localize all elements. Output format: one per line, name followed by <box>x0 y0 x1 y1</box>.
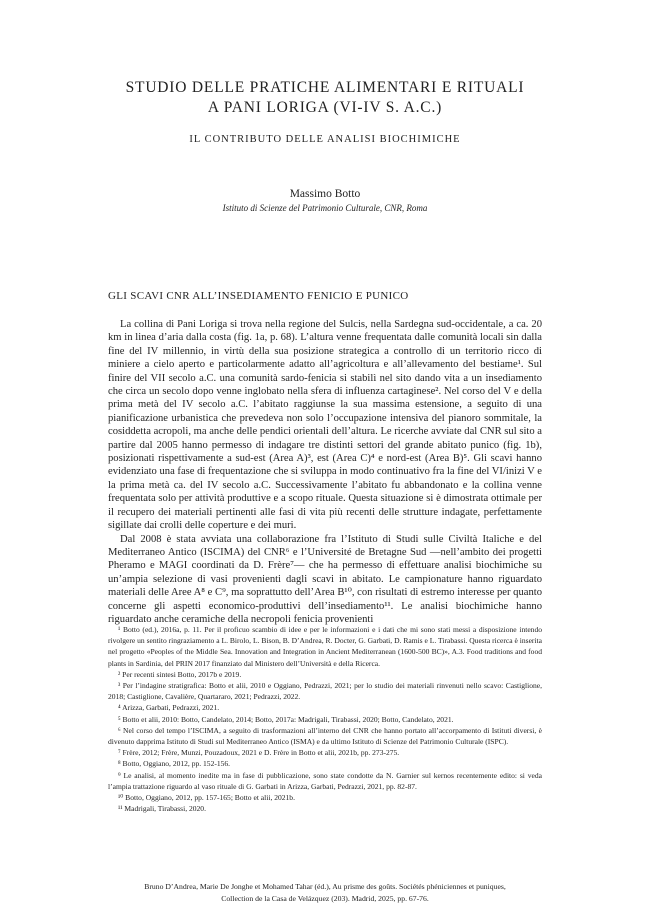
footnote: ⁸ Botto, Oggiano, 2012, pp. 152-156. <box>118 759 231 769</box>
footer-line-2: Collection de la Casa de Velázquez (203). Madrid, 2025, pp. 67-76. <box>221 893 429 903</box>
author-block <box>0 186 650 215</box>
page-footer <box>108 881 542 904</box>
footnotes <box>108 624 542 814</box>
footnote: ⁵ Botto et alii, 2010: Botto, Candelato, 2014; Botto, 2017a: Madrigali, Tirabassi, 2020; Botto, Candelato, 2021. <box>118 714 454 724</box>
body-paragraph-1: La collina di Pani Loriga si trova nella regione del Sulcis, nella Sardegna sud-occidentale, a ca. 20 km in linea d’aria dalla costa (fig. 1a, p. 68). L’altura venne frequentata dalle comunità locali sin dalla fine del IV millennio, in virtù della sua posizione strategica a controllo di un territorio ricco di miniere a cielo aperto e particolarmente adatto all’agricoltura e all’allevamento del bestiame¹. Sul finire del VII secolo a.C. una comunità sardo-fenicia si stabilì nel sito dando vita a un insediamento che circa un secolo dopo venne inglobato nella sfera di influenza cartaginese². Nel corso del V e della prima metà del IV secolo a.C. l’abitato raggiunse la sua massima estensione, a seguito di una pianificazione urbanistica che prevedeva non solo l’occupazione intensiva del pianoro sommitale, la cosiddetta acropoli, ma anche delle pendici orientali dell’altura. Le ricerche avviate dal CNR sul sito a partire dal 2005 hanno permesso di indagare tre distinti settori del grande abitato punico (fig. 1b), posizionati rispettivamente a sud-est (Area A)³, est (Area C)⁴ e nord-est (Area B)⁵. Gli scavi hanno evidenziato una fase di frequentazione che si sviluppa in modo continuativo fra la fine del VI/inizi V e la prima metà ca. del IV secolo a.C. Successivamente l’abitato fu abbandonato e la collina venne frequentata solo per attività produttive e a scopo rituale. Questa situazione si è dimostrata ottimale per il recupero dei materiali pertinenti alle fasi di vita più recenti delle strutture indagate, perfettamente sigillate dai crolli delle coperture e dei muri. <box>108 319 542 532</box>
author-affiliation: Istituto di Scienze del Patrimonio Culturale, CNR, Roma <box>222 203 428 213</box>
footnote: ⁶ Nel corso del tempo l’ISCIMA, a seguito di trasformazioni all’interno del CNR che hanno portato all’accorpamento di Istituti diversi, è divenuto dapprima Istituto di Studi sul Mediterraneo Antico (ISMA) e da ultimo Istituto di Scienze del Patrimonio Culturale (ISPC). <box>108 725 542 747</box>
body-text <box>108 318 542 626</box>
footnote: ⁷ Frère, 2012; Frère, Munzi, Pouzadoux, 2021 e D. Frère in Botto et alii, 2021b, pp. 273-275. <box>118 748 400 758</box>
title-block <box>0 78 650 145</box>
footnote: ⁴ Arizza, Garbati, Pedrazzi, 2021. <box>118 703 220 713</box>
author-name: Massimo Botto <box>289 188 361 200</box>
body-paragraph-2: Dal 2008 è stata avviata una collaborazione fra l’Istituto di Studi sulle Civiltà Italiche e del Mediterraneo Antico (ISCIMA) del CNR⁶ e l’Université de Bretagne Sud —nell’ambito dei progetti Pheramo e MAGI coordinati da D. Frère⁷— che ha permesso di effettuare analisi biochimiche su un’ampia selezione di vasi provenienti dagli scavi in abitato. Le campionature hanno riguardato materiali delle Aree A⁸ e C⁹, ma soprattutto dell’Area B¹⁰, con risultati di estremo interesse per quanto concerne gli aspetti economico-produttivi dell’insediamento¹¹. Le analisi biochimiche hanno riguardato anche ceramiche della necropoli fenicia provenienti <box>108 533 542 625</box>
footnote: ³ Per l’indagine stratigrafica: Botto et alii, 2010 e Oggiano, Pedrazzi, 2021; per lo studio dei materiali rinvenuti nello scavo: Castiglione, 2018; Castiglione, Cavalière, Quartararo, 2021; Pedrazzi, 2022. <box>108 681 542 702</box>
title-line-1: STUDIO DELLE PRATICHE ALIMENTARI E RITUALI <box>125 79 525 96</box>
footnote: ¹⁰ Botto, Oggiano, 2012, pp. 157-165; Botto et alii, 2021b. <box>118 793 295 803</box>
footnote: ⁹ Le analisi, al momento inedite ma in fase di pubblicazione, sono state condotte da N. Garnier sul kernos recentemente edito: si veda l’ampia trattazione riguardo al vaso rituale di G. Garbati in Arizza, Garbati, Pedrazzi, 2021, pp. 82-87. <box>108 770 542 791</box>
footnote: ¹ Botto (ed.), 2016a, p. 11. Per il proficuo scambio di idee e per le informazioni e i dati che mi sono stati messi a disposizione intendo rivolgere un sentito ringraziamento a L. Birolo, L. Bison, B. D’Andrea, R. Docter, G. Garbati, D. Ramis e L. Tirabassi. Questa ricerca è inserita nel progetto «Peoples of the Middle Sea. Innovation and Integration in Ancient Mediterranean (1600-500 BC)», A.3. Food traditions and food plants in Sardinia, del PRIN 2017 finanziato dal Ministero dell’Università e della Ricerca. <box>108 625 542 668</box>
footnote: ¹¹ Madrigali, Tirabassi, 2020. <box>118 804 206 814</box>
footnote: ² Per recenti sintesi Botto, 2017b e 2019. <box>118 669 242 679</box>
footer-line-1: Bruno D’Andrea, Marie De Jonghe et Mohamed Tahar (éd.), Au prisme des goûts. Sociétés phéniciennes et puniques, <box>144 882 506 891</box>
section-heading: GLI SCAVI CNR ALL’INSEDIAMENTO FENICIO E PUNICO <box>108 290 409 302</box>
paper-title <box>0 78 650 118</box>
title-line-2: A PANI LORIGA (VI-IV S. A.C.) <box>207 99 443 116</box>
paper-subtitle: IL CONTRIBUTO DELLE ANALISI BIOCHIMICHE <box>189 134 461 145</box>
